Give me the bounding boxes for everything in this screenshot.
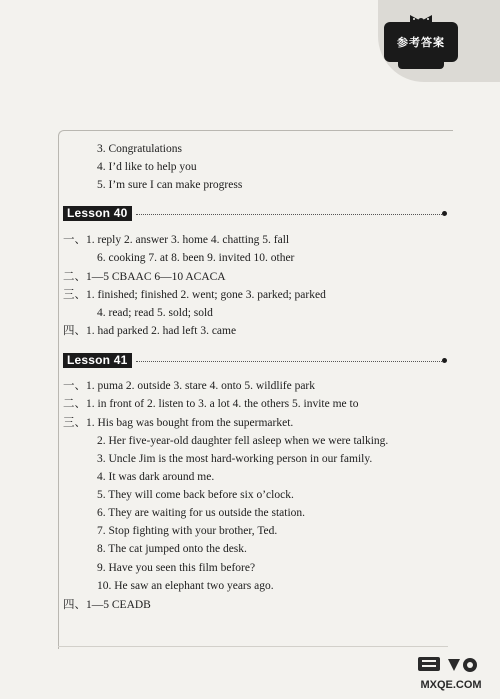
badge-label: 参考答案 [397,36,445,49]
answer-line: 四、1. had parked 2. had left 3. came [63,325,237,337]
answer-line: 4. read; read 5. sold; sold [97,307,213,319]
answer-line: 四、1—5 CEADB [63,599,151,611]
lesson-title: Lesson 40 [63,206,132,221]
answer-line: 二、1. in front of 2. listen to 3. a lot 4. the others 5. invite me to [63,398,359,410]
answer-line: 三、1. His bag was bought from the supermarket. [63,417,294,429]
answer-line: 6. cooking 7. at 8. been 9. invited 10. other [97,252,295,264]
answer-line: 9. Have you seen this film before? [97,562,256,574]
answer-line: 5. I’m sure I can make progress [97,179,243,191]
answer-line: 7. Stop fighting with your brother, Ted. [97,525,278,537]
divider-end-dot [442,358,447,363]
answer-line: 一、1. reply 2. answer 3. home 4. chatting 5. fall [63,234,290,246]
badge-base [398,62,444,69]
divider-end-dot [442,211,447,216]
answer-line: 5. They will come back before six o’clock. [97,489,294,501]
answer-line: 4. I’d like to help you [97,161,197,173]
answer-line: 二、1—5 CBAAC 6—10 ACACA [63,271,226,283]
dotted-divider [136,361,443,362]
answer-line: 3. Congratulations [97,143,182,155]
site-logo [408,655,494,693]
answer-line: 8. The cat jumped onto the desk. [97,543,247,555]
lesson-40-header [63,206,447,221]
answer-line: 10. He saw an elephant two years ago. [97,580,274,592]
answer-line: 一、1. puma 2. outside 3. stare 4. onto 5. wildlife park [63,380,316,392]
dotted-divider [136,214,443,215]
answer-badge [384,14,458,70]
answer-line: 三、1. finished; finished 2. went; gone 3. parked; parked [63,289,326,301]
lesson-41-header [63,353,447,368]
footer-divider [58,646,448,647]
answer-line: 6. They are waiting for us outside the station. [97,507,306,519]
logo-text: MXQE.COM [420,679,482,691]
answer-line: 3. Uncle Jim is the most hard-working person in our family. [97,453,373,465]
lesson-title: Lesson 41 [63,353,132,368]
answer-line: 2. Her five-year-old daughter fell asleep when we were talking. [97,435,389,447]
answer-line: 4. It was dark around me. [97,471,215,483]
